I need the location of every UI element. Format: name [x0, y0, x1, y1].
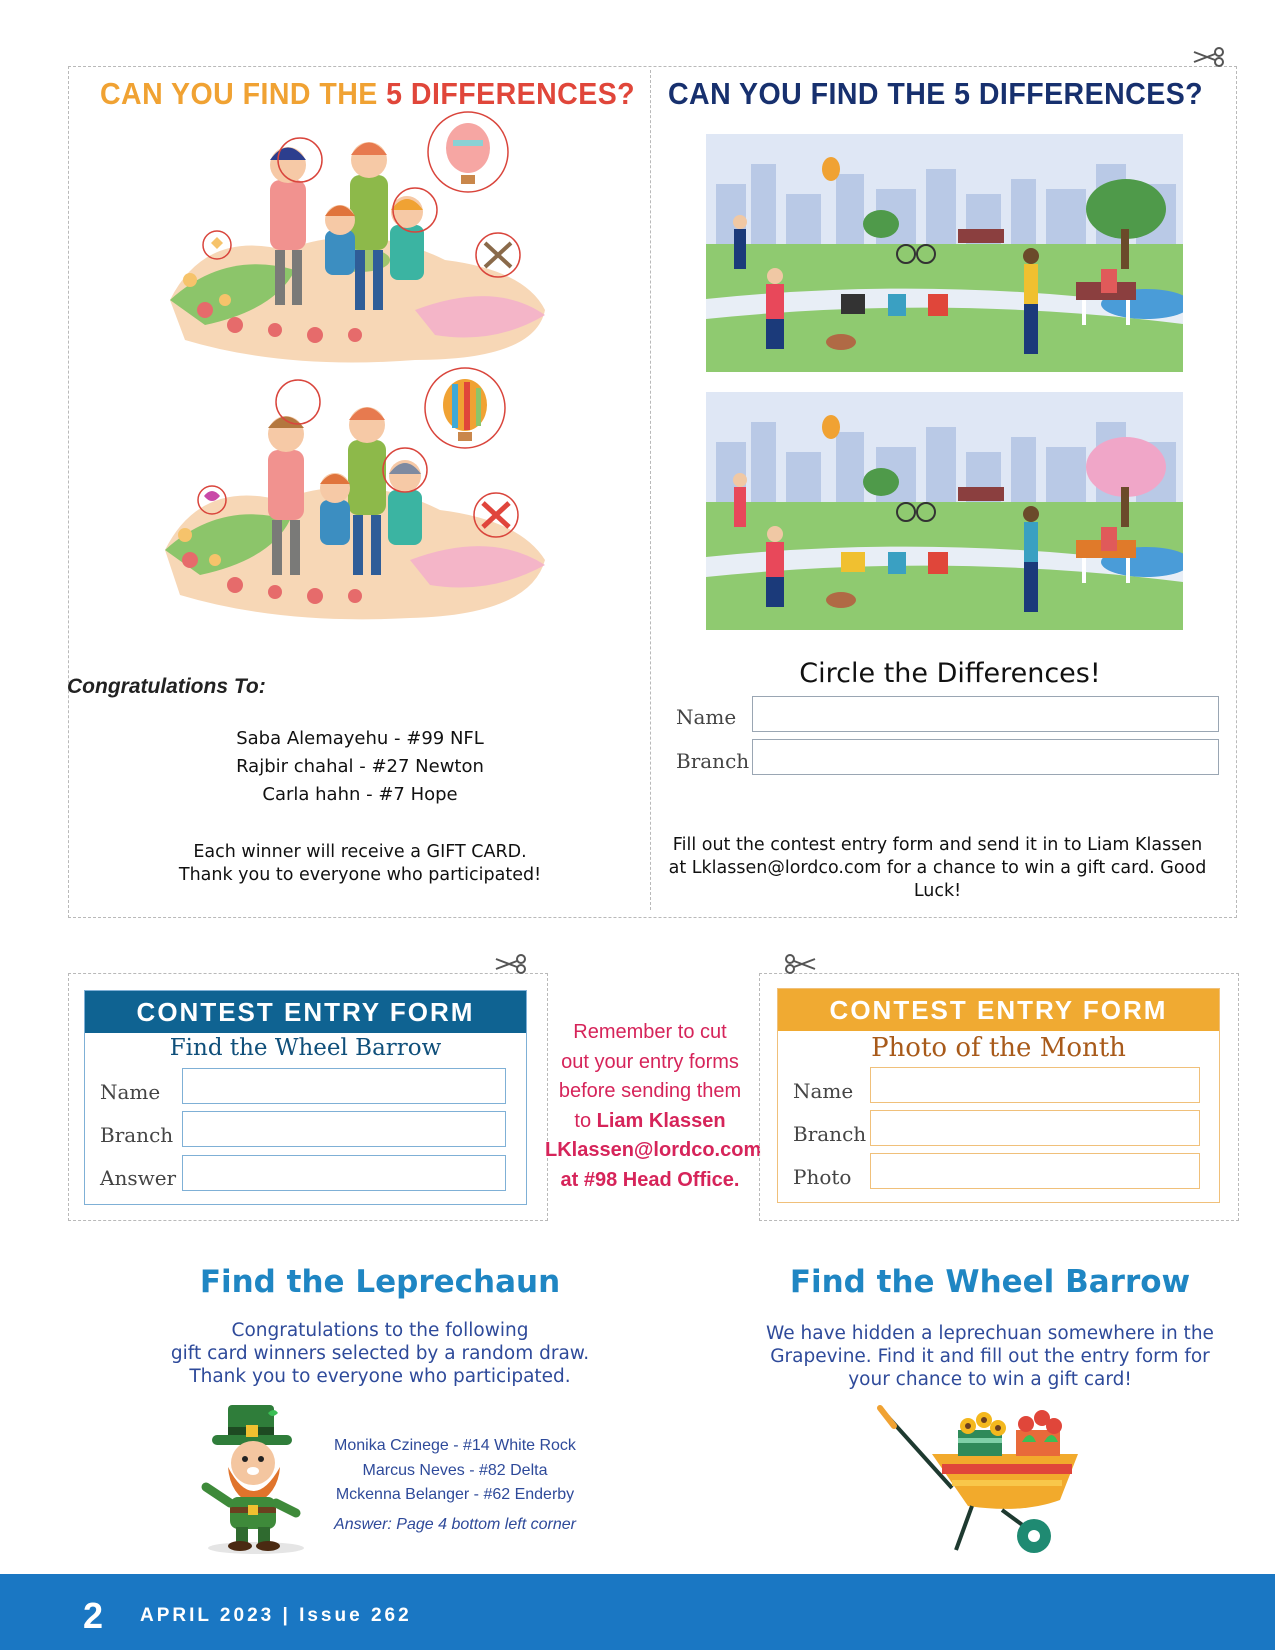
- wheelbarrow-intro: We have hidden a leprechuan somewhere in the Grapevine. Find it and fill out the entry form for your chance to win a gift card!: [766, 1323, 1214, 1390]
- name-label: Name: [100, 1080, 161, 1104]
- leprechaun-answer: Answer: Page 4 bottom left corner: [334, 1516, 576, 1533]
- answer-field[interactable]: [182, 1155, 506, 1191]
- name-field[interactable]: [182, 1068, 506, 1104]
- kids-hiking-illustration-top: [165, 110, 550, 375]
- form-subtitle: Find the Wheel Barrow: [169, 1035, 442, 1061]
- winner-name: Saba Alemayehu - #99 NFL: [236, 728, 484, 749]
- congratulations-label: Congratulations To:: [67, 675, 266, 698]
- scissors-icon: [781, 953, 817, 975]
- form-subtitle: Photo of the Month: [871, 1033, 1126, 1063]
- winner-name: Monika Czinege - #14 White Rock: [334, 1437, 576, 1454]
- branch-label: Branch: [676, 749, 750, 773]
- branch-field[interactable]: [752, 739, 1219, 775]
- contest-instructions: Fill out the contest entry form and send it in to Liam Klassen at Lklassen@lordco.com for a chance to win a gift card. Good Luck!: [668, 835, 1207, 901]
- answer-label: Answer: [100, 1166, 177, 1190]
- cutout-reminder: Remember to cut out your entry forms before sending them to Liam Klassen LKlassen@lordco.com at #98 Head Office.: [545, 1021, 762, 1191]
- leprechaun-section-title: Find the Leprechaun: [199, 1264, 561, 1300]
- name-label: Name: [676, 705, 737, 729]
- left-puzzle-title: CAN YOU FIND THE 5 DIFFERENCES?: [100, 76, 636, 111]
- circle-differences-title: Circle the Differences!: [799, 658, 1101, 689]
- wheelbarrow-illustration: [872, 1402, 1082, 1557]
- wheelbarrow-section-title: Find the Wheel Barrow: [789, 1264, 1191, 1300]
- kids-hiking-illustration-bottom: [160, 360, 550, 630]
- branch-label: Branch: [793, 1122, 867, 1146]
- name-field[interactable]: [752, 696, 1219, 732]
- gift-card-note: Each winner will receive a GIFT CARD. Thank you to everyone who participated!: [178, 842, 542, 885]
- contact-email[interactable]: LKlassen@lordco.com: [545, 1139, 762, 1161]
- difference-winners-list: [140, 725, 580, 809]
- photo-label: Photo: [793, 1165, 852, 1189]
- winner-name: Rajbir chahal - #27 Newton: [236, 756, 484, 777]
- branch-field[interactable]: [182, 1111, 506, 1147]
- name-field[interactable]: [870, 1067, 1200, 1103]
- scissors-icon: [1192, 46, 1228, 68]
- park-scene-top: [706, 134, 1183, 372]
- page-number: 2: [83, 1595, 104, 1636]
- issue-date: APRIL 2023 | Issue 262: [140, 1605, 412, 1626]
- park-scene-bottom: [706, 392, 1183, 630]
- leprechaun-illustration: [198, 1395, 308, 1555]
- photo-field[interactable]: [870, 1153, 1200, 1189]
- name-label: Name: [793, 1079, 854, 1103]
- winner-name: Carla hahn - #7 Hope: [262, 784, 458, 805]
- winner-name: Mckenna Belanger - #62 Enderby: [335, 1486, 575, 1503]
- scissors-icon: [494, 953, 530, 975]
- branch-label: Branch: [100, 1123, 174, 1147]
- right-puzzle-title: CAN YOU FIND THE 5 DIFFERENCES?: [668, 76, 1204, 111]
- puzzle-divider: [650, 70, 651, 910]
- leprechaun-intro: Congratulations to the following gift card winners selected by a random draw. Thank you to everyone who participated.: [170, 1320, 590, 1387]
- winner-name: Marcus Neves - #82 Delta: [362, 1461, 548, 1479]
- form-header: CONTEST ENTRY FORM: [778, 989, 1219, 1031]
- form-header: CONTEST ENTRY FORM: [85, 991, 526, 1033]
- leprechaun-winners-list: [315, 1434, 595, 1508]
- branch-field[interactable]: [870, 1110, 1200, 1146]
